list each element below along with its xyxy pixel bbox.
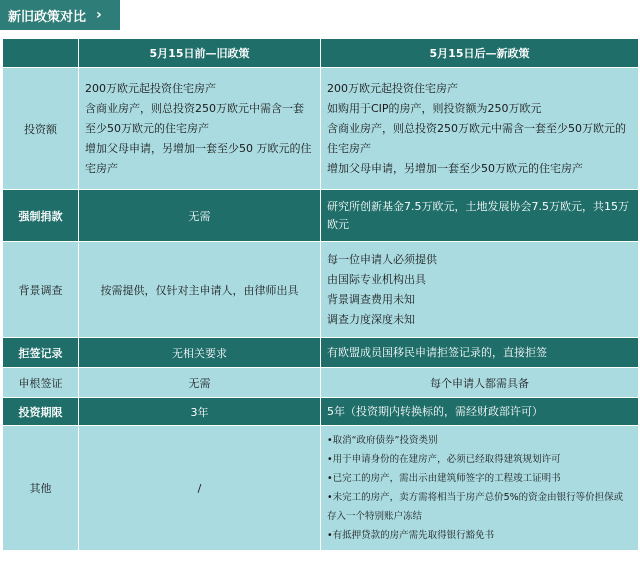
row-label-other: 其他: [3, 426, 79, 551]
row-label-refusal: 拒签记录: [3, 338, 79, 368]
other-new: [321, 426, 639, 551]
list-item: •用于申请身份的在建房产，必须已经取得建筑规划许可: [327, 454, 561, 465]
table-row: [3, 338, 639, 368]
list-item: 增加父母申请，另增加一套至少50 万欧元的住宅房产: [85, 141, 312, 175]
refusal-new: 有欧盟成员国移民申请拒签记录的，直接拒签: [321, 338, 639, 368]
table-row: [3, 426, 639, 551]
list-item: 每一位申请人必须提供: [327, 252, 437, 266]
header-new-policy: 5月15日后—新政策: [321, 39, 639, 68]
policy-comparison-table: [2, 38, 639, 551]
list-item: •有抵押贷款的房产需先取得银行豁免书: [327, 530, 495, 541]
header-blank-cell: [3, 39, 79, 68]
table-row: [3, 190, 639, 242]
donation-old: 无需: [79, 190, 321, 242]
refusal-old: 无相关要求: [79, 338, 321, 368]
background-new: [321, 242, 639, 338]
investment-old: [79, 68, 321, 190]
list-item: 调查力度深度未知: [327, 312, 415, 326]
header-old-policy: 5月15日前—旧政策: [79, 39, 321, 68]
schengen-new: 每个申请人都需具备: [321, 368, 639, 398]
table-header-row: [3, 39, 639, 68]
list-item: 如购用于CIP的房产，则投资额为250万欧元: [327, 101, 542, 115]
chevron-right-icon: ›: [96, 7, 102, 23]
term-old: 3年: [79, 398, 321, 426]
list-item: 增加父母申请，另增加一套至少50万欧元的住宅房产: [327, 161, 583, 175]
page-title: 新旧政策对比: [8, 9, 87, 25]
row-label-background: 背景调查: [3, 242, 79, 338]
list-item: 含商业房产，则总投资250万欧元中需含一套至少50万欧元的住宅房产: [327, 121, 626, 155]
other-old: /: [79, 426, 321, 551]
schengen-old: 无需: [79, 368, 321, 398]
row-label-investment: 投资额: [3, 68, 79, 190]
list-item: 由国际专业机构出具: [327, 272, 426, 286]
row-label-schengen: 申根签证: [3, 368, 79, 398]
row-label-term: 投资期限: [3, 398, 79, 426]
list-item: •未完工的房产，卖方需将相当于房产总价5%的资金由银行等价担保或存入一个特别账户冻结: [327, 492, 624, 522]
list-item: 200万欧元起投资住宅房产: [85, 81, 216, 95]
page-title-tag: [0, 0, 120, 30]
table-row: [3, 242, 639, 338]
list-item: 背景调查费用未知: [327, 292, 415, 306]
table-row: [3, 398, 639, 426]
investment-new: [321, 68, 639, 190]
background-old: 按需提供，仅针对主申请人，由律师出具: [79, 242, 321, 338]
donation-new: 研究所创新基金7.5万欧元，土地发展协会7.5万欧元，共15万欧元: [321, 190, 639, 242]
list-item: 含商业房产，则总投资250万欧元中需含一套至少50万欧元的住宅房产: [85, 101, 304, 135]
table-row: [3, 368, 639, 398]
term-new: 5年（投资期内转换标的，需经财政部许可）: [321, 398, 639, 426]
list-item: 200万欧元起投资住宅房产: [327, 81, 458, 95]
table-row: [3, 68, 639, 190]
list-item: •取消“政府债券”投资类别: [327, 435, 438, 446]
row-label-donation: 强制捐款: [3, 190, 79, 242]
list-item: •已完工的房产，需出示由建筑师签字的工程竣工证明书: [327, 473, 561, 484]
